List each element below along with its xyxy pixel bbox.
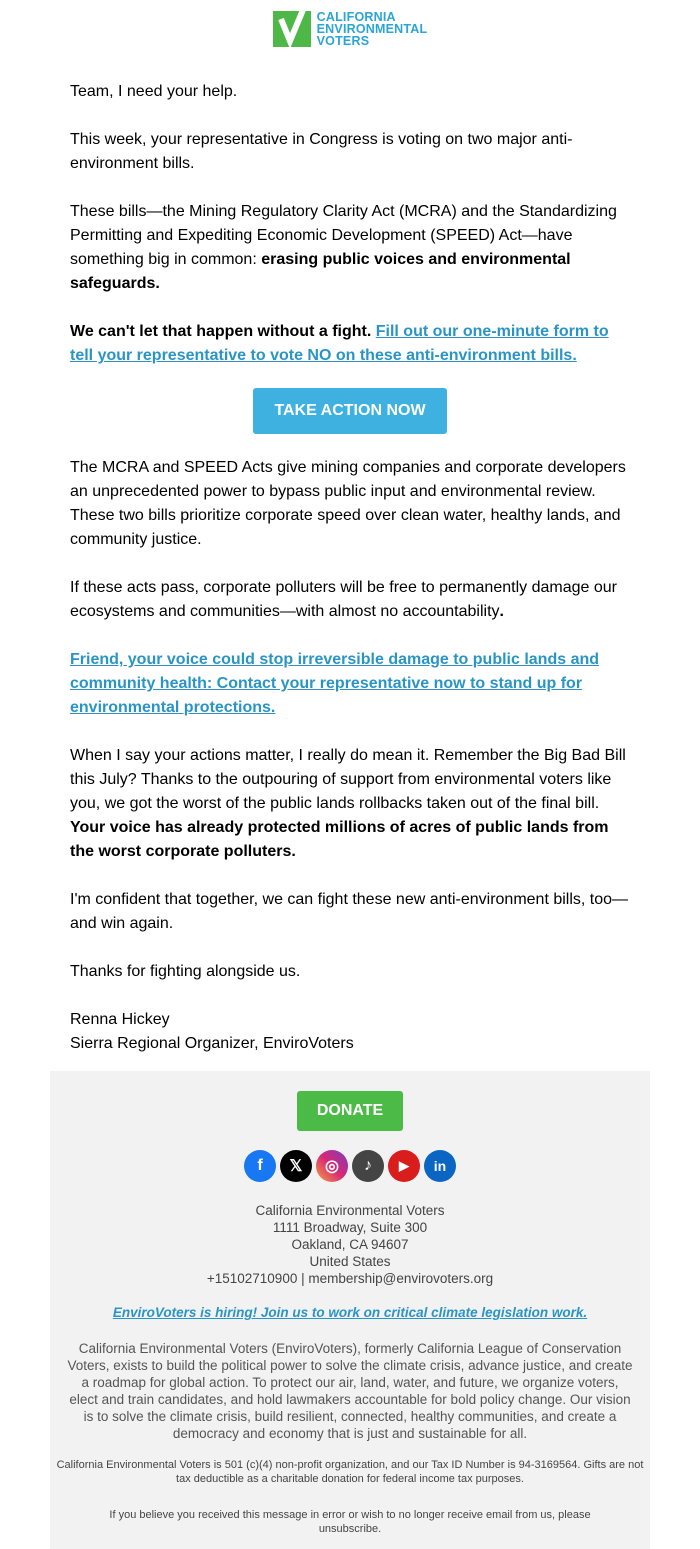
unsubscribe-text[interactable]: If you believe you received this message in error or wish to no longer receive email from us, please unsubscribe. — [109, 1509, 591, 1535]
contact-representative-link[interactable]: Friend, your voice could stop irreversible damage to public lands and community health: Contact your representative now to stand up for environmental protections. — [70, 651, 600, 716]
logo[interactable] — [273, 11, 428, 47]
take-action-button[interactable]: TAKE ACTION NOW — [253, 388, 446, 434]
paragraph: Thanks for fighting alongside us. — [70, 963, 301, 980]
paragraph: Team, I need your help. — [70, 83, 238, 100]
facebook-icon[interactable]: f — [244, 1150, 276, 1182]
email-header — [0, 0, 700, 70]
action-form-link[interactable]: Fill out our one-minute form to tell your representative to vote NO on these anti-environment bills. — [70, 323, 609, 364]
paragraph — [70, 648, 630, 720]
x-icon[interactable]: 𝕏 — [280, 1150, 312, 1182]
footer — [50, 1071, 650, 1549]
mission-text: California Environmental Voters (EnviroVoters), formerly California League of Conservation Voters, exists to build the political power to solve the climate crisis, advance justice, and create a roadmap for global action. To protect our air, land, water, and future, we organize voters, elect and train candidates, and hold lawmakers accountable for bold policy change. Our vision is to solve the climate crisis, build resilient, connected, healthy communities, and create a democracy and economy that is just and sustainable for all. — [67, 1341, 633, 1441]
checkmark-logo-icon — [273, 11, 311, 47]
paragraph: We can't let that happen without a fight. Fill out our one-minute form to tell your representative to vote NO on these anti-environment bills. — [70, 323, 609, 364]
paragraph: When I say your actions matter, I really do mean it. Remember the Big Bad Bill this July? Thanks to the outpouring of support from environmental voters like you, we got the worst of the public lands rollbacks taken out of the final bill. Your voice has already protected millions of acres of public lands from the worst corporate polluters. — [70, 747, 626, 860]
paragraph: I'm confident that together, we can fight these new anti-environment bills, too—and win again. — [70, 891, 629, 932]
address: California Environmental Voters 1111 Broadway, Suite 300 Oakland, CA 94607 United States +15102710900 | membership@envirovoters.org — [206, 1203, 494, 1286]
social-links — [50, 1150, 650, 1182]
donate-button[interactable]: DONATE — [297, 1091, 403, 1131]
email-body — [0, 70, 700, 1056]
paragraph: If these acts pass, corporate polluters will be free to permanently damage our ecosystems and communities—with almost no accountability. — [70, 579, 617, 620]
paragraph: The MCRA and SPEED Acts give mining companies and corporate developers an unprecedented power to bypass public input and environmental review. These two bills prioritize corporate speed over clean water, healthy lands, and community justice. — [70, 459, 626, 548]
linkedin-icon[interactable]: in — [424, 1150, 456, 1182]
instagram-icon[interactable]: ◎ — [316, 1150, 348, 1182]
tiktok-icon[interactable]: ♪ — [352, 1150, 384, 1182]
logo-text: CALIFORNIA ENVIRONMENTAL VOTERS — [316, 10, 428, 48]
paragraph: These bills—the Mining Regulatory Clarity Act (MCRA) and the Standardizing Permitting and Expediting Economic Development (SPEED) Act—have something big in common: erasing public voices and environmental safeguards. — [70, 203, 617, 292]
tax-info: California Environmental Voters is 501 (c)(4) non-profit organization, and our Tax ID Number is 94-3169564. Gifts are not tax deductible as a charitable donation for federal income tax purposes. — [56, 1459, 644, 1485]
youtube-icon[interactable]: ▶ — [388, 1150, 420, 1182]
hiring-link[interactable]: EnviroVoters is hiring! Join us to work on critical climate legislation work. — [112, 1305, 588, 1320]
signature: Renna Hickey Sierra Regional Organizer, EnviroVoters — [70, 1011, 354, 1052]
paragraph: This week, your representative in Congress is voting on two major anti-environment bills. — [70, 131, 573, 172]
